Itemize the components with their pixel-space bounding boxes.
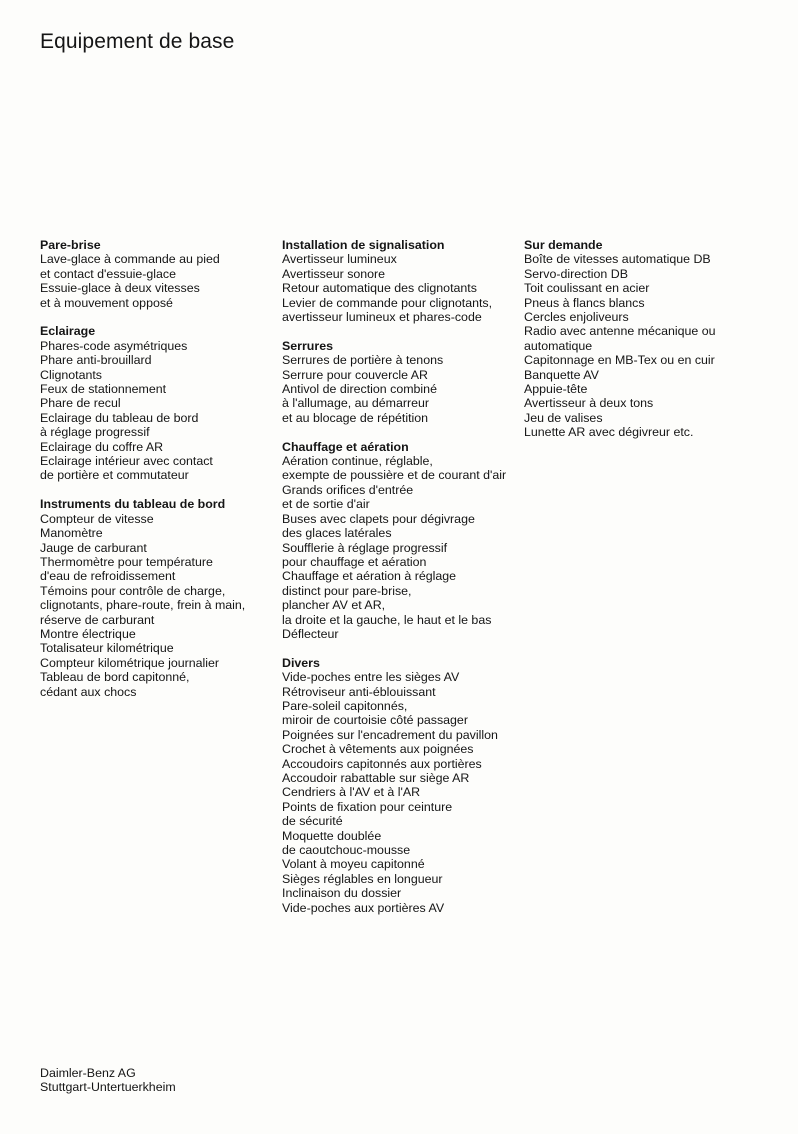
list-item: miroir de courtoisie côté passager [282, 713, 468, 728]
section-heading: Pare-brise [40, 238, 101, 252]
list-item: Banquette AV [524, 367, 599, 382]
list-item: de portière et commutateur [40, 468, 189, 483]
list-item: Toit coulissant en acier [524, 281, 650, 296]
list-item: Pare-soleil capitonnés, [282, 698, 408, 713]
section-heading: Instruments du tableau de bord [40, 497, 226, 512]
list-item: Points de fixation pour ceinture [282, 799, 453, 814]
list-item: de sécurité [282, 814, 343, 829]
list-item: et de sortie d'air [282, 497, 370, 512]
section [282, 238, 532, 324]
column-2 [282, 238, 532, 929]
section [40, 497, 290, 699]
list-item: clignotants, phare-route, frein à main, [40, 598, 246, 613]
list-item: Inclinaison du dossier [282, 886, 402, 901]
list-item: Essuie-glace à deux vitesses [40, 281, 200, 296]
list-item: distinct pour pare-brise, [282, 583, 412, 598]
list-item: Boîte de vitesses automatique DB [524, 252, 711, 267]
footer-address [40, 1066, 176, 1095]
list-item: Volant à moyeu capitonné [282, 857, 425, 872]
section-heading: Serrures [282, 338, 333, 353]
list-item: Appuie-tête [524, 382, 588, 397]
list-item: Eclairage du tableau de bord [40, 410, 199, 425]
list-item: Jeu de valises [524, 410, 603, 425]
list-item: Rétroviseur anti-éblouissant [282, 684, 436, 699]
list-item: Radio avec antenne mécanique ou [524, 324, 716, 339]
section [282, 440, 532, 642]
list-item: Phare anti-brouillard [40, 353, 152, 368]
list-item: Avertisseur lumineux [282, 252, 397, 267]
list-item: Accoudoirs capitonnés aux portières [282, 756, 482, 771]
section-heading: Eclairage [40, 324, 96, 339]
list-item: Grands orifices d'entrée [282, 482, 414, 497]
section-heading: Chauffage et aération [282, 439, 409, 454]
list-item: Phares-code asymétriques [40, 338, 188, 353]
list-item: Thermomètre pour température [40, 554, 213, 569]
section-heading: Sur demande [524, 238, 603, 252]
list-item: réserve de carburant [40, 612, 155, 627]
list-item: de caoutchouc-mousse [282, 843, 411, 858]
list-item: la droite et la gauche, le haut et le bas [282, 612, 492, 627]
list-item: Retour automatique des clignotants [282, 281, 477, 296]
list-item: Serrures de portière à tenons [282, 353, 444, 368]
list-item: Accoudoir rabattable sur siège AR [282, 770, 470, 785]
section [40, 238, 290, 310]
list-item: Totalisateur kilométrique [40, 641, 174, 656]
section [282, 339, 532, 425]
list-item: automatique [524, 338, 593, 353]
list-item: plancher AV et AR, [282, 598, 386, 613]
list-item: et contact d'essuie-glace [40, 266, 176, 281]
list-item: Eclairage du coffre AR [40, 439, 164, 454]
list-item: Montre électrique [40, 626, 136, 641]
list-item: Aération continue, réglable, [282, 454, 433, 469]
list-item: Buses avec clapets pour dégivrage [282, 511, 475, 526]
list-item: des glaces latérales [282, 526, 392, 541]
company-city: Stuttgart-Untertuerkheim [40, 1080, 176, 1095]
section [40, 324, 290, 482]
list-item: et au blocage de répétition [282, 410, 429, 425]
list-item: Avertisseur sonore [282, 266, 386, 281]
list-item: Sièges réglables en longueur [282, 871, 443, 886]
list-item: exempte de poussière et de courant d'air [282, 468, 507, 483]
list-item: Manomètre [40, 526, 103, 541]
list-item: d'eau de refroidissement [40, 569, 176, 584]
list-item: Feux de stationnement [40, 382, 167, 397]
section [282, 656, 532, 915]
list-item: Chauffage et aération à réglage [282, 569, 457, 584]
list-item: avertisseur lumineux et phares-code [282, 310, 482, 325]
list-item: Levier de commande pour clignotants, [282, 295, 493, 310]
list-item: à réglage progressif [40, 425, 150, 440]
list-item: Phare de recul [40, 396, 121, 411]
list-item: Eclairage intérieur avec contact [40, 454, 213, 469]
list-item: Moquette doublée [282, 828, 382, 843]
section-heading: Divers [282, 655, 320, 670]
company-name: Daimler-Benz AG [40, 1066, 136, 1080]
list-item: Déflecteur [282, 626, 339, 641]
list-item: cédant aux chocs [40, 684, 137, 699]
section [524, 238, 774, 440]
list-item: et à mouvement opposé [40, 295, 173, 310]
list-item: Antivol de direction combiné [282, 382, 437, 397]
list-item: Serrure pour couvercle AR [282, 367, 429, 382]
list-item: Jauge de carburant [40, 540, 147, 555]
list-item: Lunette AR avec dégivreur etc. [524, 425, 694, 440]
list-item: Compteur kilométrique journalier [40, 655, 220, 670]
list-item: à l'allumage, au démarreur [282, 396, 429, 411]
section-heading: Installation de signalisation [282, 238, 445, 252]
list-item: Soufflerie à réglage progressif [282, 540, 448, 555]
list-item: Cercles enjoliveurs [524, 310, 629, 325]
list-item: Clignotants [40, 367, 102, 382]
list-item: Compteur de vitesse [40, 511, 154, 526]
list-item: Poignées sur l'encadrement du pavillon [282, 727, 498, 742]
list-item: Servo-direction DB [524, 266, 628, 281]
list-item: Vide-poches aux portières AV [282, 900, 445, 915]
page-title: Equipement de base [40, 30, 235, 53]
list-item: Capitonnage en MB-Tex ou en cuir [524, 353, 715, 368]
list-item: Lave-glace à commande au pied [40, 252, 220, 267]
list-item: Tableau de bord capitonné, [40, 670, 190, 685]
list-item: Cendriers à l'AV et à l'AR [282, 785, 421, 800]
list-item: pour chauffage et aération [282, 554, 427, 569]
list-item: Avertisseur à deux tons [524, 396, 654, 411]
list-item: Crochet à vêtements aux poignées [282, 742, 474, 757]
list-item: Pneus à flancs blancs [524, 295, 645, 310]
list-item: Vide-poches entre les sièges AV [282, 670, 460, 685]
column-1 [40, 238, 290, 713]
list-item: Témoins pour contrôle de charge, [40, 583, 226, 598]
column-3 [524, 238, 774, 454]
